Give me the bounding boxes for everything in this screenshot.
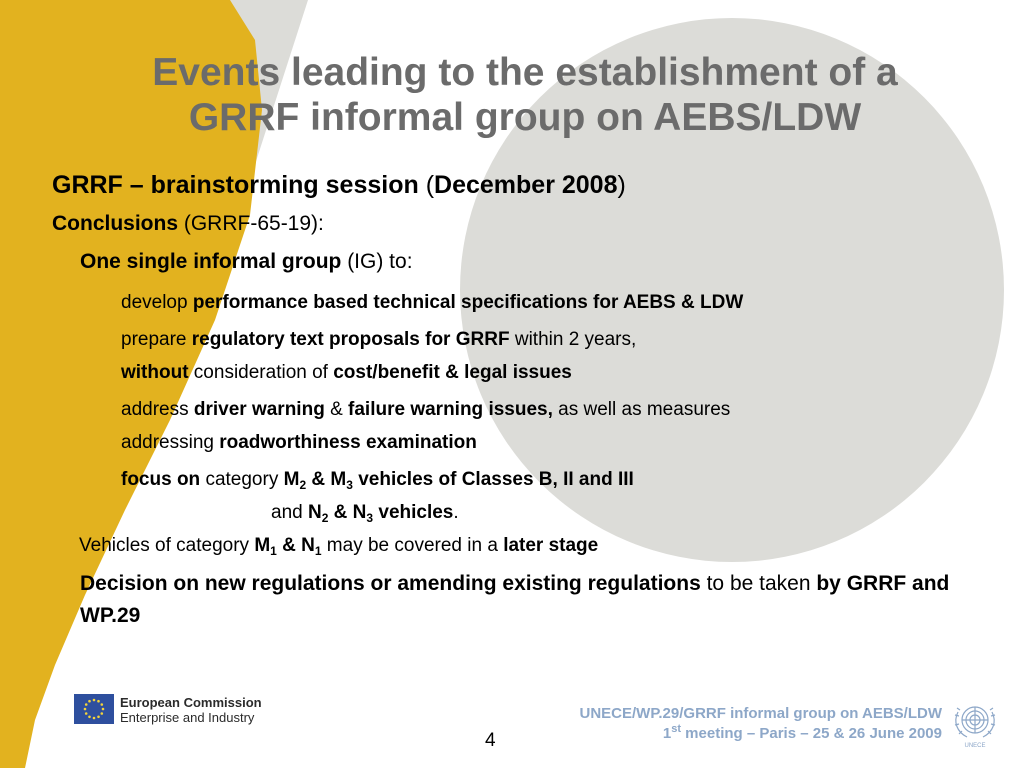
sub4-line-3 — [79, 529, 940, 562]
title-line-2: GRRF informal group on AEBS/LDW — [188, 96, 862, 139]
meeting-info — [500, 704, 942, 744]
conclusions-rest: (GRRF-65-19): — [178, 212, 324, 235]
sub4-subscript-2: 3 — [346, 478, 353, 492]
bullet1-bold: One single informal group — [80, 250, 342, 273]
slide-title — [60, 50, 990, 140]
square-bullet-icon — [102, 405, 110, 413]
sub4-line-1 — [121, 463, 982, 496]
sub4-text-1: category — [200, 469, 284, 490]
sub2-text-2: within 2 years, — [509, 329, 637, 350]
eu-flag-icon — [74, 694, 114, 724]
sub4-bold-3: & M — [306, 469, 347, 490]
sub4-line-2 — [121, 496, 982, 529]
sub4-bold-7: vehicles — [373, 502, 454, 523]
sub3-text-1: address — [121, 399, 194, 420]
sub3-line-1 — [121, 393, 982, 426]
sub2-bold-2: without — [121, 362, 189, 383]
sub4-bold-2: M — [283, 469, 300, 490]
sub4-subscript-3: 2 — [321, 511, 329, 525]
sub2-text-3: consideration of — [188, 362, 334, 383]
ec-line-1: European Commission — [120, 695, 262, 710]
bullet1-rest: (IG) to: — [341, 250, 413, 273]
sub-bullet-focus — [52, 463, 982, 562]
sub4-subscript-4: 3 — [366, 511, 374, 525]
sub4-subscript-6: 1 — [314, 544, 322, 558]
sub4-bold-8: M — [254, 535, 271, 556]
sub4-subscript-5: 1 — [270, 544, 277, 558]
sub-bullet-address — [52, 393, 982, 459]
square-bullet-icon — [54, 256, 64, 266]
sub2-bold-1: regulatory text proposals for GRRF — [191, 329, 510, 350]
sub3-line-2 — [121, 426, 982, 459]
sub4-bold-10: later stage — [503, 535, 599, 556]
sub4-text-5: may be covered in a — [321, 535, 504, 556]
slide-body — [52, 168, 982, 640]
conclusions-bold: Conclusions — [52, 212, 179, 235]
sub4-bold-4: vehicles of Classes B, II and III — [352, 469, 634, 490]
sub3-text-3: as well as measures — [552, 399, 731, 420]
conclusions-line — [52, 210, 982, 238]
sub3-bold-3: roadworthiness examination — [219, 432, 477, 453]
sub4-bold-5: N — [307, 502, 322, 523]
bullet2-bold: Decision on new regulations or amending existing regulations — [80, 572, 701, 595]
sub-bullet-develop — [52, 286, 982, 319]
title-line-1: Events leading to the establishment of a — [152, 51, 898, 94]
sub2-bold-3: cost/benefit & legal issues — [333, 362, 572, 383]
page-number: 4 — [485, 730, 496, 751]
meeting-line-2-sup: st — [671, 723, 682, 735]
ec-line-2: Enterprise and Industry — [120, 710, 255, 725]
sub3-text-2: & — [324, 399, 349, 420]
bullet2-rest: to be taken — [700, 572, 817, 595]
sub4-bold-9: & N — [276, 535, 315, 556]
sub4-text-3: . — [453, 502, 459, 523]
square-bullet-icon — [102, 335, 110, 343]
section-heading — [52, 168, 982, 202]
bullet-informal-group — [52, 246, 982, 278]
square-bullet-icon — [54, 578, 64, 588]
sub4-bold-1: focus on — [121, 469, 201, 490]
bullet2-bold-2: by GRRF and WP.29 — [80, 572, 950, 627]
sub3-bold-2: failure warning issues, — [348, 399, 553, 420]
sub-bullet-prepare — [52, 323, 982, 389]
heading-bold-2: December 2008 — [434, 171, 618, 199]
sub3-text-4: addressing — [121, 432, 220, 453]
square-bullet-icon — [102, 475, 110, 483]
meeting-line-2-pre: 1 — [662, 725, 672, 742]
meeting-line-2-post: meeting – Paris – 25 & 26 June 2009 — [681, 725, 942, 742]
sub1-bold: performance based technical specifications for AEBS & LDW — [192, 292, 744, 313]
meeting-line-1: UNECE/WP.29/GRRF informal group on AEBS/LDW — [579, 705, 942, 722]
sub2-text-1: prepare — [121, 329, 192, 350]
sub4-text-4: Vehicles of category — [79, 535, 255, 556]
sub4-bold-6: & N — [328, 502, 367, 523]
sub3-bold-1: driver warning — [193, 399, 325, 420]
sub4-subscript-1: 2 — [299, 478, 307, 492]
square-bullet-icon — [102, 298, 110, 306]
european-commission-logo — [74, 694, 334, 730]
un-emblem-icon — [949, 698, 1001, 750]
meeting-line-2 — [500, 724, 942, 744]
sub1-text: develop — [121, 292, 193, 313]
sub4-text-2: and — [271, 502, 308, 523]
heading-paren-open: ( — [418, 171, 435, 199]
bullet-decision — [52, 568, 982, 632]
sub2-line-2 — [121, 356, 982, 389]
ec-text — [120, 695, 262, 725]
sub2-line-1 — [121, 323, 982, 356]
heading-paren-close: ) — [617, 171, 626, 199]
heading-bold-1: GRRF – brainstorming session — [52, 171, 419, 199]
un-emblem-label: UNECE — [964, 743, 986, 749]
